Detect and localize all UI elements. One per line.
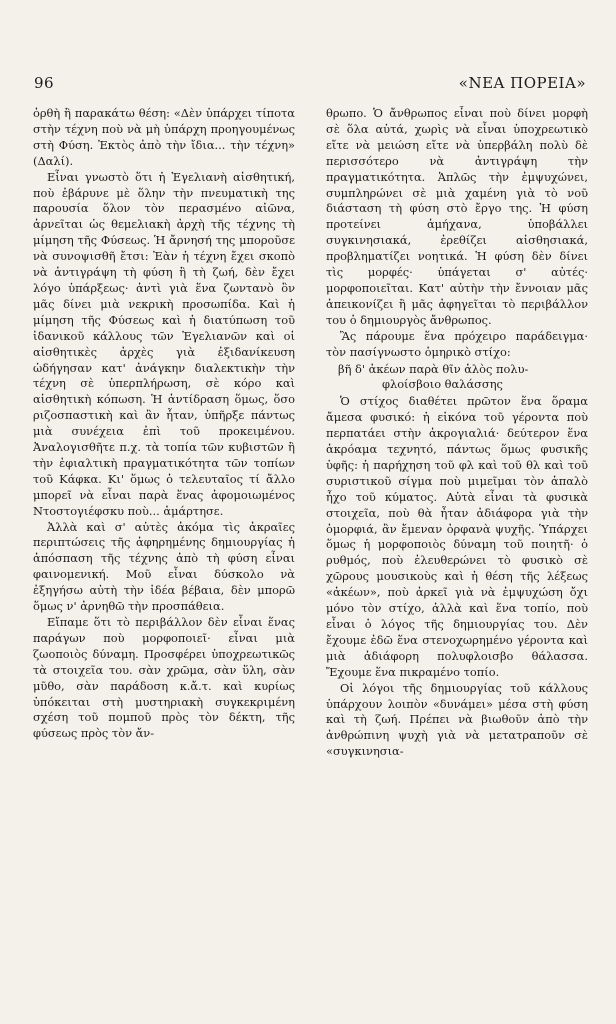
paragraph: Εἴπαμε ὅτι τὸ περιβάλλον δὲν εἶναι ἕνας παράγων ποὺ μορφοποιεῖ· εἶναι μιὰ ζωοποιὸς δύναμη. Προσφέρει ὑποχρεωτικῶς τὰ στοιχεῖα του. σὰν χρῶμα, σὰν ὕλη, σὰν μῦθο, σὰν παράδοση κ.ἄ.τ. καὶ κυρίως ὑπόκειται στὴ μυστηριακὴ συγκεκριμένη σχέση τοῦ πομποῦ πρὸς τὸν δέκτη, τῆς φύσεως πρὸς τὸν ἄν- (33, 615, 295, 741)
paragraph: Οἱ λόγοι τῆς δημιουργίας τοῦ κάλλους ὑπάρχουν λοιπὸν «δυνάμει» μέσα στὴ φύση καὶ τὴ ζωή. Πρέπει νὰ βιωθοῦν ἀπὸ τὴν ἀνθρώπινη ψυχὴ γιὰ νὰ μετατραποῦν σὲ «συγκινησια- (326, 680, 588, 759)
text-columns (33, 106, 588, 956)
paragraph: Ὁ στίχος διαθέτει πρῶτον ἕνα ὅραμα ἄμεσα φυσικό: ἡ εἰκόνα τοῦ γέροντα ποὺ περπατάει στὴν ἀκρογιαλιά· δεύτερον ἕνα ἀκρόαμα τεχνητό, πάντως ὅμως φυσικῆς ὑφῆς: ἡ παρήχηση τοῦ φλ καὶ τοῦ θλ καὶ τοῦ συριστικοῦ σίγμα ποὺ μιμεῖμαι τὸν ἁπαλὸ ἦχο τοῦ κύματος. Αὐτὰ εἶναι τὰ φυσικὰ στοιχεῖα, ποὺ θὰ ἦταν ἀδιάφορα γιὰ τὴν ὁμορφιά, ἂν ἔμεναν ὀρφανὰ ψυχῆς. Ὑπάρχει ὅμως ἡ μορφοποιὸς δύναμη τοῦ ποιητῆ· ὁ ρυθμός, ποὺ ἐλευθερώνει τὸ φυσικὸ σὲ χῶρους μουσικοὺς καὶ ἡ θέση τῆς λέξεως «ἀκέων», ποὺ ἀρκεῖ γιὰ νὰ ἐμψυχώση ὄχι μόνο τὸν στίχο, ἀλλὰ καὶ ἕνα τοπίο, ποὺ εἶναι ὁ λόγος τῆς δημιουργίας του. Δὲν ἔχουμε ἐδῶ ἕνα στενοχωρημένο γέροντα καὶ μιὰ ἀδιάφορη πολυφλοισβο θάλασσα. Ἔχουμε ἕνα πικραμένο τοπίο. (326, 394, 588, 679)
paragraph: θρωπο. Ὁ ἄνθρωπος εἶναι ποὺ δίνει μορφὴ σὲ ὅλα αὐτά, χωρὶς νὰ εἶναι ὑποχρεωτικὸ εἴτε νὰ μειώση εἴτε νὰ ὑπερβάλη πολὺ δὲ περισσότερο νὰ ἀντιγράψη τὴν πραγματικότητα. Ἁπλῶς τὴν ἐμψυχώνει, συμπληρώνει σὲ μιὰ χαμένη γιὰ τὸ νοῦ διάσταση τὴ φύση στὸ ἔργο της. Ἡ φύση προτείνει ἀμήχανα, ὑποβάλλει συγκινησιακά, ἐρεθίζει αἰσθησιακά, προβληματίζει νοητικά. Ἡ φύση δὲν δίνει τὶς μορφές· ὑπάγεται σ' αὐτές· μορφοποιεῖται. Κατ' αὐτὴν τὴν ἔννοιαν μᾶς ἀπεικονίζει ἢ μᾶς ἀφηγεῖται τὸ περιβάλλον του ὁ δημιουργὸς ἄνθρωπος. (326, 106, 588, 327)
running-title: «ΝΕΑ ΠΟΡΕΙΑ» (458, 74, 586, 92)
verse-quote (338, 362, 588, 394)
paragraph: Ἂς πάρουμε ἕνα πρόχειρο παράδειγμα· τὸν πασίγνωστο ὁμηρικὸ στίχο: (326, 328, 588, 359)
right-column (326, 106, 588, 956)
paragraph: Ἀλλὰ καὶ σ' αὐτὲς ἀκόμα τὶς ἀκραῖες περιπτώσεις τῆς ἀφηρημένης δημιουργίας ἡ ἀπόσπαση τῆς τέχνης ἀπὸ τὴ φύση εἶναι φαινομενική. Μοῦ εἶναι δύσκολο νὰ ἐξηγήσω αὐτὴ τὴν ἰδέα βέβαια, δὲν μπορῶ ὅμως ν' ἀρνηθῶ τὴν προσπάθεια. (33, 519, 295, 614)
paragraph: ὀρθὴ ἢ παρακάτω θέση: «Δὲν ὑπάρχει τίποτα στὴν τέχνη ποὺ νὰ μὴ ὑπάρχη προηγουμένως στὴ Φύση. Ἐκτὸς ἀπὸ τὴν ἴδια... τὴν τέχνη» (Δαλί). (33, 106, 295, 168)
left-column (33, 106, 295, 956)
paragraph: Εἶναι γνωστὸ ὅτι ἡ Ἑγελιανὴ αἰσθητική, ποὺ ἐβάρυνε μὲ ὅλην τὴν πνευματικὴ της παρουσία ὅλον τὸν περασμένο αἰῶνα, ἀρνεῖται ὡς θεμελιακὴ ἀρχὴ τῆς τέχνης τὴ μίμηση τῆς Φύσεως. Ἡ ἄρνησή της μποροῦσε νὰ συνοψισθῆ ἔτσι: Ἐὰν ἡ τέχνη ἔχει σκοπὸ νὰ ἀντιγράψη τὴ φύση ἢ τὴ ζωή, δὲν ἔχει λόγο ὑπάρξεως· ἀντὶ γιὰ ἕνα ζωντανὸ ὂν μᾶς δίνει μιὰ νεκρικὴ προσωπίδα. Καὶ ἡ μίμηση τῆς Φύσεως καὶ ἡ διατύπωση τοῦ ἰδανικοῦ κάλλους τῶν Ἑγελιανῶν καὶ οἱ αἰσθητικὲς ἀρχὲς γιὰ ἐξιδανίκευση ὡδήγησαν κατ' ἀνάγκην διαλεκτικὴν τὴν τέχνη σὲ ὑπερπλήρωση, σὲ κόρο καὶ αἰσθητικὴ κόπωση. Ἡ ἀντίδραση ὅμως, ὅσο ριζοσπαστικὴ καὶ ἂν ἦταν, ὑπῆρξε πάντως μιὰ συνέχεια ἐπὶ τοῦ προκειμένου. Ἀναλογισθῆτε π.χ. τὰ τοπία τῶν κυβιστῶν ἢ τὴν ἐφιαλτικὴ πραγματικότητα τῶν τοπίων τοῦ Κάφκα. Κι' ὅμως ὁ τελευταῖος τί ἄλλο μπορεῖ νὰ εἶναι παρὰ ἕνας ἀφομοιωμένος Ντοστογιέφσκυ ποὺ... ἀμάρτησε. (33, 169, 295, 518)
verse-line: βῆ δ' ἀκέων παρὰ θῖν ἁλὸς πολυ- (338, 361, 529, 376)
page-number: 96 (34, 74, 55, 92)
page-header (34, 74, 586, 94)
verse-line: φλοίσβοιο θαλάσσης (382, 377, 503, 392)
